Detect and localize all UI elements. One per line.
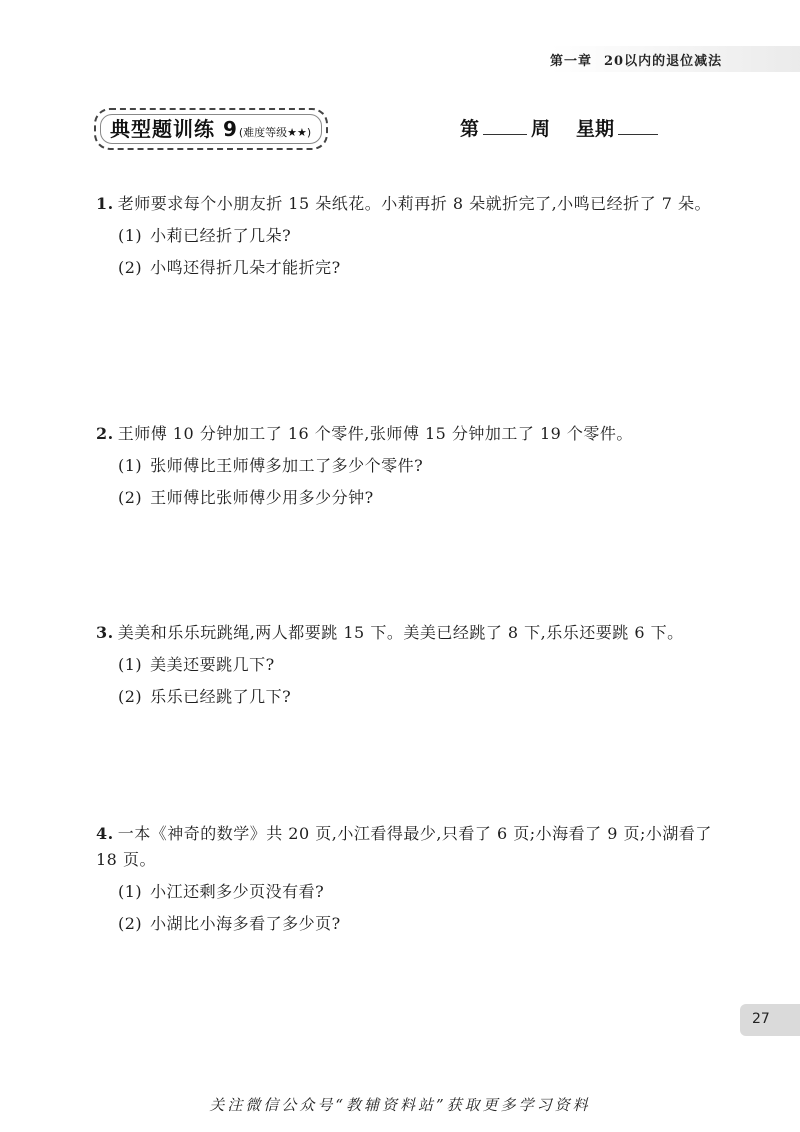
sub-question-text: 小鸣还得折几朵才能折完? bbox=[150, 258, 341, 277]
question-text: 一本《神奇的数学》共 20 页,小江看得最少,只看了 6 页;小海看了 9 页;小湖看了 18 页。 bbox=[96, 824, 712, 869]
question-text: 老师要求每个小朋友折 15 朵纸花。小莉再折 8 朵就折完了,小鸣已经折了 7 朵。 bbox=[117, 194, 712, 213]
sub-question-text: 王师傅比张师傅少用多少分钟? bbox=[150, 488, 374, 507]
sub-question-text: 小湖比小海多看了多少页? bbox=[150, 914, 341, 933]
sub-question bbox=[96, 684, 716, 710]
question-number: 1. bbox=[96, 194, 114, 213]
week-weekday-line bbox=[460, 114, 658, 141]
sub-question-mark: (2) bbox=[118, 687, 143, 706]
sub-question bbox=[96, 453, 716, 479]
sub-question bbox=[96, 255, 716, 281]
question-text: 王师傅 10 分钟加工了 16 个零件,张师傅 15 分钟加工了 19 个零件。 bbox=[117, 424, 633, 443]
question-text: 美美和乐乐玩跳绳,两人都要跳 15 下。美美已经跳了 8 下,乐乐还要跳 6 下。 bbox=[117, 623, 684, 642]
week-blank[interactable] bbox=[483, 116, 527, 135]
question-number: 2. bbox=[96, 424, 114, 443]
chapter-title: 20以内的退位减法 bbox=[604, 54, 723, 69]
sub-question-text: 小江还剩多少页没有看? bbox=[150, 882, 325, 901]
page-number-tab bbox=[740, 1004, 800, 1036]
week-prefix: 第 bbox=[460, 118, 480, 140]
sub-question-mark: (1) bbox=[118, 655, 143, 674]
question-1 bbox=[96, 191, 716, 281]
page-number: 27 bbox=[752, 1011, 770, 1027]
sub-question-mark: (2) bbox=[118, 488, 143, 507]
sub-question-text: 小莉已经折了几朵? bbox=[150, 226, 292, 245]
sub-question-text: 乐乐已经跳了几下? bbox=[150, 687, 292, 706]
weekday-blank[interactable] bbox=[618, 116, 658, 135]
question-stem bbox=[96, 821, 716, 873]
sub-question-mark: (1) bbox=[118, 226, 143, 245]
question-stem bbox=[96, 191, 716, 217]
exercise-title-text: 典型题训练 9 bbox=[110, 117, 238, 141]
sub-question-mark: (2) bbox=[118, 258, 143, 277]
sub-question-mark: (2) bbox=[118, 914, 143, 933]
sub-question-mark: (1) bbox=[118, 456, 143, 475]
exercise-title bbox=[110, 113, 311, 142]
sub-question-text: 张师傅比王师傅多加工了多少个零件? bbox=[150, 456, 424, 475]
week-unit: 周 bbox=[531, 118, 551, 140]
question-3 bbox=[96, 620, 716, 710]
question-stem bbox=[96, 620, 716, 646]
question-number: 4. bbox=[96, 824, 114, 843]
sub-question bbox=[96, 911, 716, 937]
question-4 bbox=[96, 821, 716, 937]
question-2 bbox=[96, 421, 716, 511]
weekday-label: 星期 bbox=[576, 118, 615, 140]
sub-question bbox=[96, 223, 716, 249]
sub-question bbox=[96, 879, 716, 905]
sub-question-text: 美美还要跳几下? bbox=[150, 655, 275, 674]
sub-question bbox=[96, 652, 716, 678]
chapter-number: 第一章 bbox=[550, 54, 593, 69]
question-stem bbox=[96, 421, 716, 447]
footer-note: 关注微信公众号“教辅资料站”获取更多学习资料 bbox=[209, 1096, 591, 1114]
difficulty-level: (难度等级★★) bbox=[238, 126, 312, 139]
question-number: 3. bbox=[96, 623, 114, 642]
sub-question bbox=[96, 485, 716, 511]
sub-question-mark: (1) bbox=[118, 882, 143, 901]
chapter-header bbox=[550, 50, 722, 69]
